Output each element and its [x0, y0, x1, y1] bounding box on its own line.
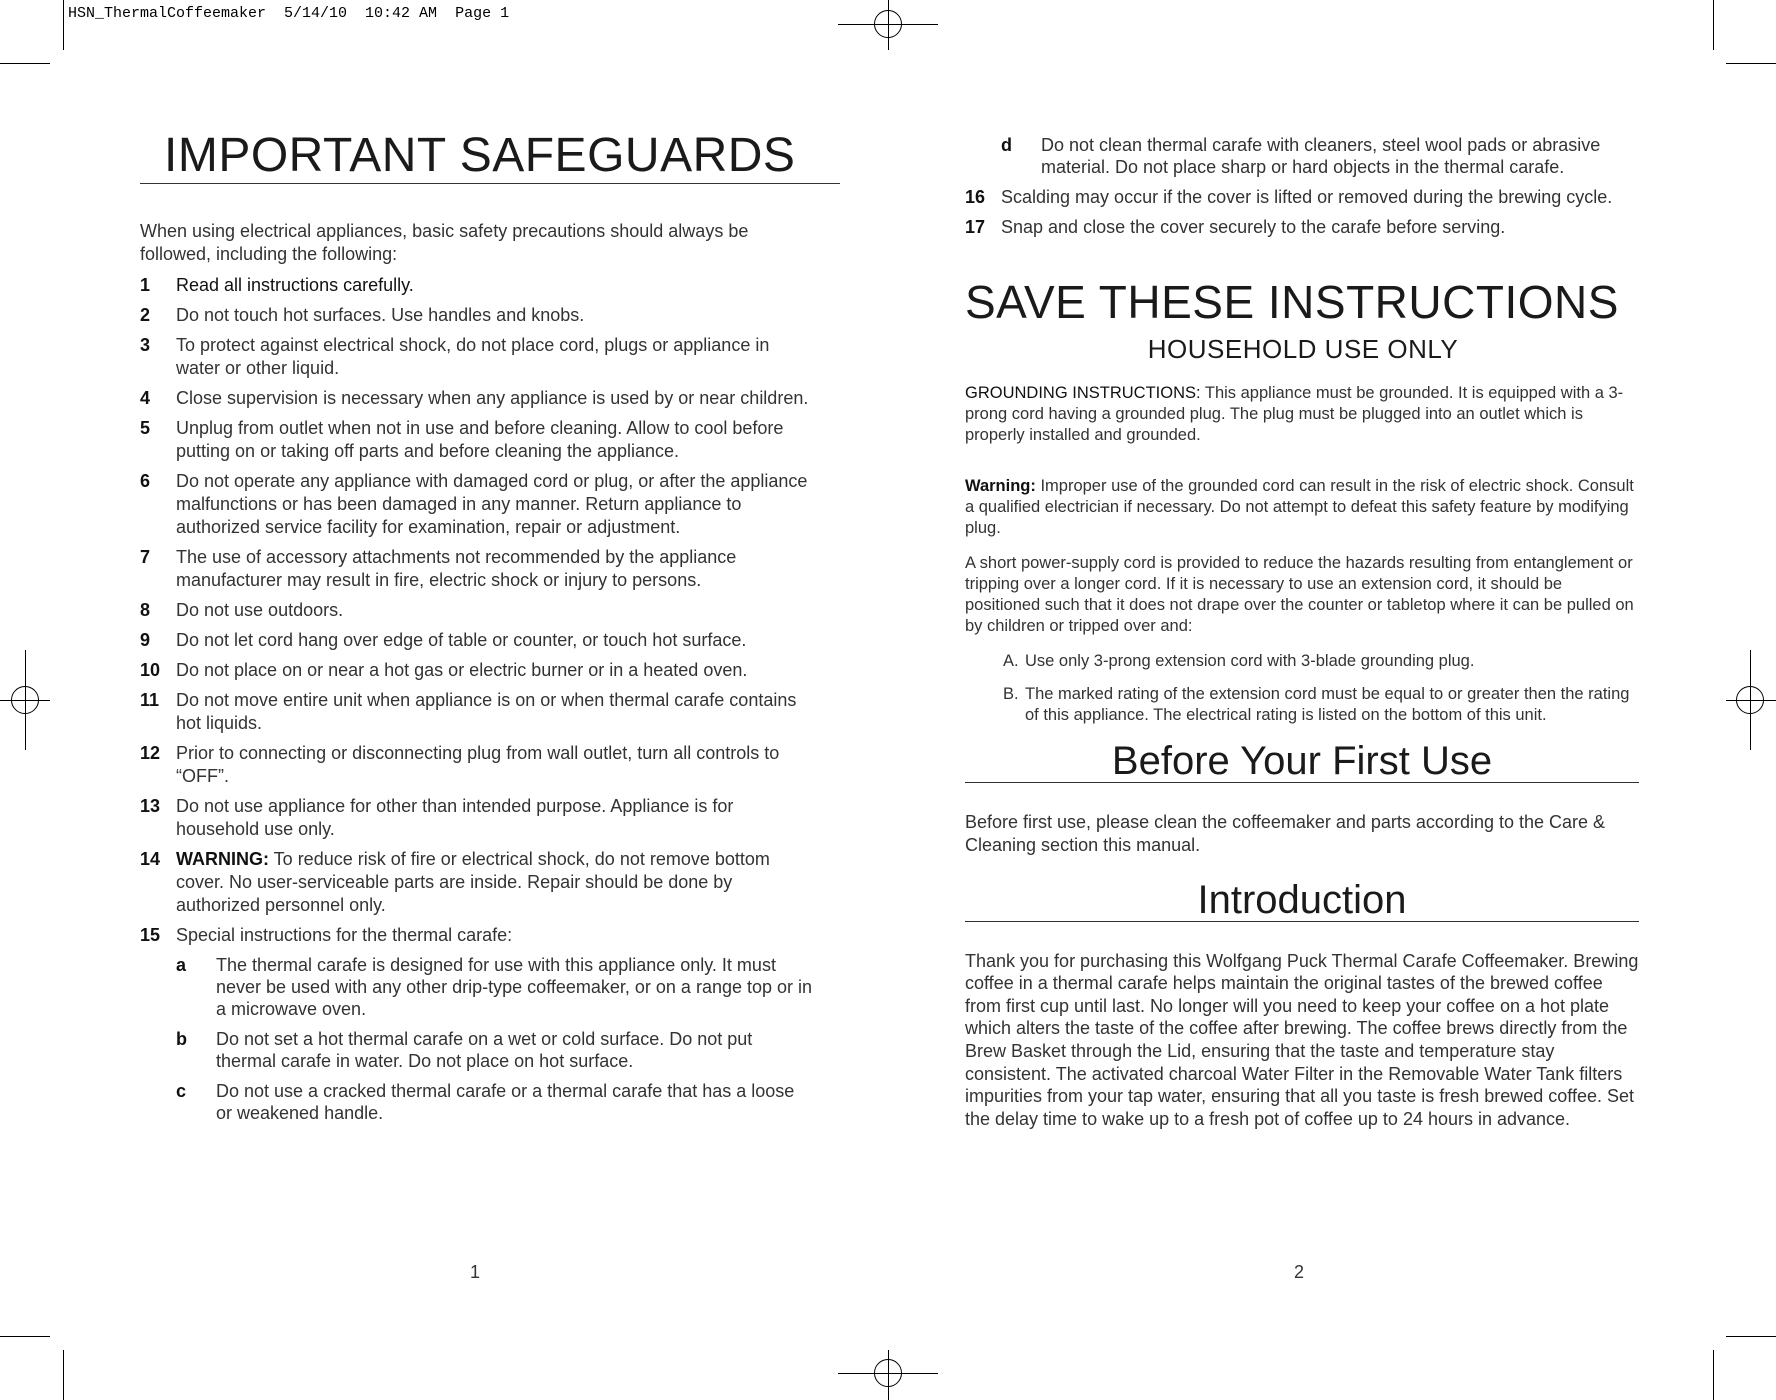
cord-item-b	[1003, 684, 1641, 726]
registration-circle-top	[874, 10, 902, 38]
before-first-use-text: Before first use, please clean the coffeemaker and parts according to the Care & Cleaning section this manual.	[965, 811, 1606, 855]
item-text: The use of accessory attachments not recommended by the appliance manufacturer may result in fire, electric shock or injury to persons.	[176, 546, 737, 590]
safeguards-intro: When using electrical appliances, basic safety precautions should always be followed, including the following:	[140, 220, 749, 264]
list-item	[140, 387, 815, 410]
list-item	[140, 742, 815, 788]
list-item	[140, 689, 815, 735]
cord-item-a	[1003, 651, 1641, 672]
item-number: 12	[140, 742, 161, 763]
crop-mark	[1713, 1350, 1714, 1400]
crop-mark	[1713, 0, 1714, 50]
item-text: Prior to connecting or disconnecting plug from wall outlet, turn all controls to “OFF”.	[176, 742, 780, 786]
item-text: Do not move entire unit when appliance is on or when thermal carafe contains hot liquids.	[176, 689, 797, 733]
item-number: 15	[140, 924, 161, 945]
item-text: Scalding may occur if the cover is lifted or removed during the brewing cycle.	[1001, 187, 1613, 207]
grounding-text: This appliance must be grounded. It is equipped with a 3-prong cord having a grounded plug. The plug must be plugged into an outlet which is properly installed and grounded.	[965, 383, 1624, 444]
list-sub-item	[176, 1080, 815, 1124]
item-letter: B.	[1003, 684, 1019, 703]
carafe-sub-list	[140, 954, 815, 1124]
registration-circle-right	[1736, 686, 1764, 714]
item-text: Do not operate any appliance with damaged cord or plug, or after the appliance malfunctions or has been damaged in any manner. Return appliance to authorized service facility for examination, repair or adjustment.	[176, 470, 808, 537]
page-2	[965, 134, 1641, 1144]
crop-mark	[0, 63, 50, 64]
introduction-text: Thank you for purchasing this Wolfgang Puck Thermal Carafe Coffeemaker. Brewing coffee in a thermal carafe helps maintain the original tastes of the brewed coffee from first cup until last. No longer will you need to keep your coffee on a hot plate which alters the taste of the coffee after brewing. The coffee brews directly from the Brew Basket through the Lid, ensuring that the taste and temperature stay consistent. The activated charcoal Water Filter in the Removable Water Tank filters impurities from your tap water, ensuring that all you taste is fresh brewed coffee. Set the delay time to wake up to a fresh pot of coffee up to 24 hours in advance.	[965, 950, 1639, 1129]
item-text: Do not let cord hang over edge of table or counter, or touch hot surface.	[176, 629, 747, 650]
grounding-instructions	[965, 383, 1641, 446]
page-1	[140, 130, 815, 1132]
crop-mark	[1726, 1336, 1776, 1337]
warning-text: To reduce risk of fire or electrical shock, do not remove bottom cover. No user-serviceable parts are inside. Repair should be done by authorized personnel only.	[176, 848, 770, 915]
list-sub-item	[176, 954, 815, 1020]
sub-letter: d	[1001, 135, 1012, 155]
item-text: Do not use outdoors.	[176, 599, 344, 620]
sub-letter: b	[176, 1028, 187, 1049]
sub-letter: a	[176, 954, 187, 975]
item-text: Special instructions for the thermal carafe:	[176, 924, 513, 945]
list-item	[140, 924, 815, 947]
list-item	[140, 470, 815, 539]
item-number: 16	[965, 187, 986, 207]
list-item	[140, 795, 815, 841]
list-item	[965, 216, 1641, 239]
list-sub-item	[1001, 134, 1641, 178]
item-number: 7	[140, 546, 151, 567]
page-number: 1	[470, 1262, 481, 1282]
save-instructions-title: SAVE THESE INSTRUCTIONS	[965, 276, 1619, 328]
before-first-use-title: Before Your First Use	[965, 740, 1639, 783]
cord-paragraph: A short power-supply cord is provided to reduce the hazards resulting from entanglement or tripping over a longer cord. If it is necessary to use an extension cord, it should be positioned such that it does not drape over the counter or tabletop where it can be pulled on by children or tripped over and:	[965, 553, 1634, 635]
item-text: Do not touch hot surfaces. Use handles and knobs.	[176, 304, 585, 325]
item-number: 10	[140, 659, 161, 680]
sub-text: The thermal carafe is designed for use with this appliance only. It must never be used with any other drip-type coffeemaker, or on a range top or in a microwave oven.	[216, 954, 813, 1019]
item-number: 11	[140, 689, 160, 710]
crop-mark	[63, 0, 64, 50]
warning-text: Improper use of the grounded cord can result in the risk of electric shock. Consult a qualified electrician if necessary. Do not attempt to defeat this safety feature by modifying plug.	[965, 476, 1634, 537]
item-text: Do not place on or near a hot gas or electric burner or in a heated oven.	[176, 659, 748, 680]
item-number: 6	[140, 470, 151, 491]
list-item	[140, 304, 815, 327]
warning-label: WARNING:	[176, 848, 269, 869]
page-number: 2	[1294, 1262, 1305, 1282]
item-text: To protect against electrical shock, do not place cord, plugs or appliance in water or other liquid.	[176, 334, 770, 378]
list-item	[140, 334, 815, 380]
item-number: 8	[140, 599, 151, 620]
sub-letter: c	[176, 1080, 187, 1101]
item-number: 1	[140, 274, 151, 295]
list-sub-item	[176, 1028, 815, 1072]
item-number: 13	[140, 795, 161, 816]
sub-text: Do not clean thermal carafe with cleaners, steel wool pads or abrasive material. Do not place sharp or hard objects in the thermal carafe.	[1041, 135, 1601, 177]
item-text: Use only 3-prong extension cord with 3-blade grounding plug.	[1025, 651, 1475, 670]
item-number: 14	[140, 848, 161, 869]
crop-mark	[1726, 63, 1776, 64]
list-item	[965, 186, 1641, 209]
item-number: 3	[140, 334, 151, 355]
list-item	[140, 659, 815, 682]
sub-text: Do not set a hot thermal carafe on a wet or cold surface. Do not put thermal carafe in water. Do not place on hot surface.	[216, 1028, 753, 1071]
safeguards-title: IMPORTANT SAFEGUARDS	[140, 130, 840, 184]
item-number: 4	[140, 387, 151, 408]
item-text: Read all instructions carefully.	[176, 274, 414, 295]
registration-circle-bottom	[874, 1359, 902, 1387]
item-text	[176, 848, 815, 917]
registration-circle-left	[11, 686, 39, 714]
item-text: The marked rating of the extension cord must be equal to or greater then the rating of this appliance. The electrical rating is listed on the bottom of this unit.	[1025, 684, 1630, 724]
crop-mark	[0, 1336, 50, 1337]
item-number: 5	[140, 417, 151, 438]
grounding-label: GROUNDING INSTRUCTIONS:	[965, 383, 1201, 402]
warning-paragraph	[965, 476, 1641, 539]
list-item	[140, 546, 815, 592]
list-item	[140, 848, 815, 917]
item-text: Close supervision is necessary when any appliance is used by or near children.	[176, 387, 809, 408]
list-item	[140, 629, 815, 652]
item-number: 17	[965, 217, 986, 237]
item-text: Unplug from outlet when not in use and before cleaning. Allow to cool before putting on or taking off parts and before cleaning the appliance.	[176, 417, 784, 461]
household-use-heading: HOUSEHOLD USE ONLY	[1147, 333, 1459, 364]
item-text: Do not use appliance for other than intended purpose. Appliance is for household use only.	[176, 795, 734, 839]
item-letter: A.	[1003, 651, 1019, 670]
safeguards-list	[140, 274, 815, 841]
list-item	[140, 274, 815, 297]
item-number: 2	[140, 304, 151, 325]
warning-label: Warning:	[965, 476, 1036, 495]
item-text: Snap and close the cover securely to the carafe before serving.	[1001, 217, 1506, 237]
list-item	[140, 599, 815, 622]
list-item	[140, 417, 815, 463]
introduction-title: Introduction	[965, 879, 1639, 922]
sub-text: Do not use a cracked thermal carafe or a thermal carafe that has a loose or weakened handle.	[216, 1080, 795, 1123]
crop-mark	[63, 1350, 64, 1400]
item-number: 9	[140, 629, 151, 650]
print-slug: HSN_ThermalCoffeemaker 5/14/10 10:42 AM Page 1	[68, 5, 510, 22]
